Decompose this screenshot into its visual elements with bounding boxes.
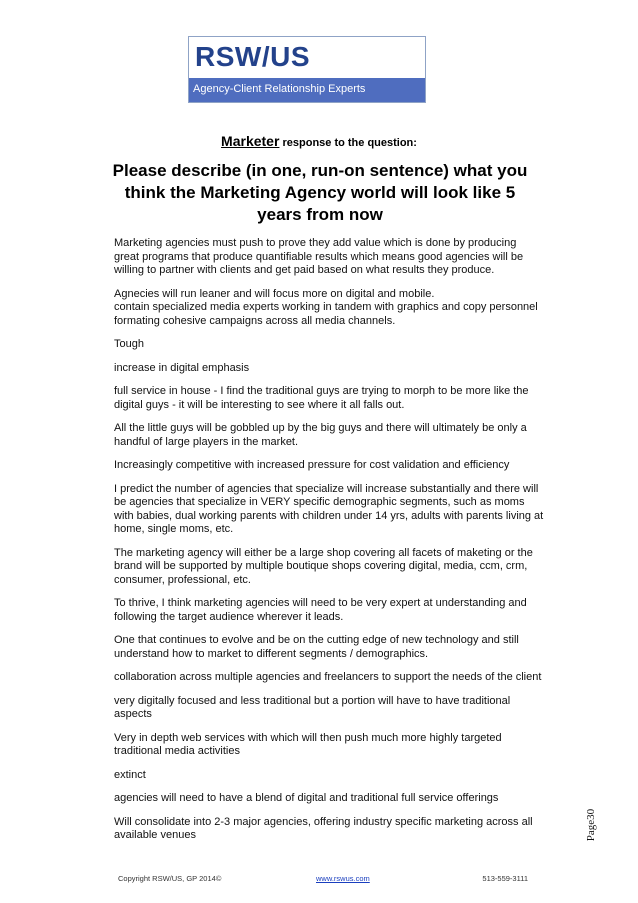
answer-item: Marketing agencies must push to prove they add value which is done by producing great programs that produce quantifiable results which means good agencies will be willing to partner with clients and get paid based on what results they produce. [114, 237, 524, 276]
answer-item: Increasingly competitive with increased pressure for cost validation and efficiency [114, 459, 510, 471]
answer-item: contain specialized media experts working in tandem with graphics and copy personnel formating cohesive campaigns across all media channels. [114, 301, 538, 327]
logo-top-area [189, 37, 425, 77]
survey-question: Please describe (in one, run-on sentence) what you think the Marketing Agency world will look like 5 years from now [112, 161, 528, 224]
logo-name: RSW/US [195, 41, 310, 72]
rswus-logo [188, 36, 426, 103]
respondent-type: Marketer [221, 133, 280, 149]
answer-item: All the little guys will be gobbled up by the big guys and there will ultimately be only a handful of large players in the market. [114, 422, 527, 448]
footer-phone: 513-559-3111 [482, 874, 528, 883]
footer-website-link[interactable]: www.rswus.com [316, 874, 370, 883]
answer-item: The marketing agency will either be a large shop covering all facets of maketing or the brand will be supported by multiple boutique shops covering digital, media, ccm, crm, consumer, professional, etc. [114, 546, 533, 586]
answer-item: Tough [114, 338, 144, 350]
answer-list [114, 237, 544, 853]
answer-item: collaboration across multiple agencies and freelancers to support the needs of the client [114, 671, 542, 683]
answer-item: increase in digital emphasis [114, 361, 250, 374]
logo-tagline: Agency-Client Relationship Experts [193, 83, 366, 95]
answer-item: extinct [114, 768, 146, 781]
answer-item: Very in depth web services with which will then push much more highly targeted traditional media activities [114, 731, 502, 757]
answer-item: One that continues to evolve and be on the cutting edge of new technology and still understand how to market to different segments / demographics. [114, 634, 519, 660]
answer-item: agencies will need to have a blend of digital and traditional full service offerings [114, 792, 499, 804]
answer-item: very digitally focused and less traditional but a portion will have to have traditional aspects [114, 694, 511, 720]
respondent-suffix: response to the question: [282, 137, 417, 149]
respondent-heading [0, 133, 638, 149]
logo-tagline-band [189, 78, 425, 102]
footer-copyright: Copyright RSW/US, GP 2014© [118, 874, 222, 883]
answer-item: full service in house - I find the traditional guys are trying to morph to be more like the digital guys - it will be interesting to see where it all falls out. [114, 385, 529, 411]
answer-item: I predict the number of agencies that specialize will increase substantially and there will be agencies that specialize in VERY specific demographic segments, such as moms with babies, dual working parents with children under 14 yrs, adults with parents living at home, single moms, etc. [114, 482, 544, 535]
answer-item: To thrive, I think marketing agencies will need to be very expert at understanding and following the target audience wherever it leads. [114, 597, 527, 623]
page-footer [118, 874, 538, 886]
page-number: Page30 [585, 808, 597, 842]
answer-item: Agnecies will run leaner and will focus more on digital and mobile. [114, 287, 435, 300]
answer-item: Will consolidate into 2-3 major agencies, offering industry specific marketing across all available venues [114, 815, 533, 841]
